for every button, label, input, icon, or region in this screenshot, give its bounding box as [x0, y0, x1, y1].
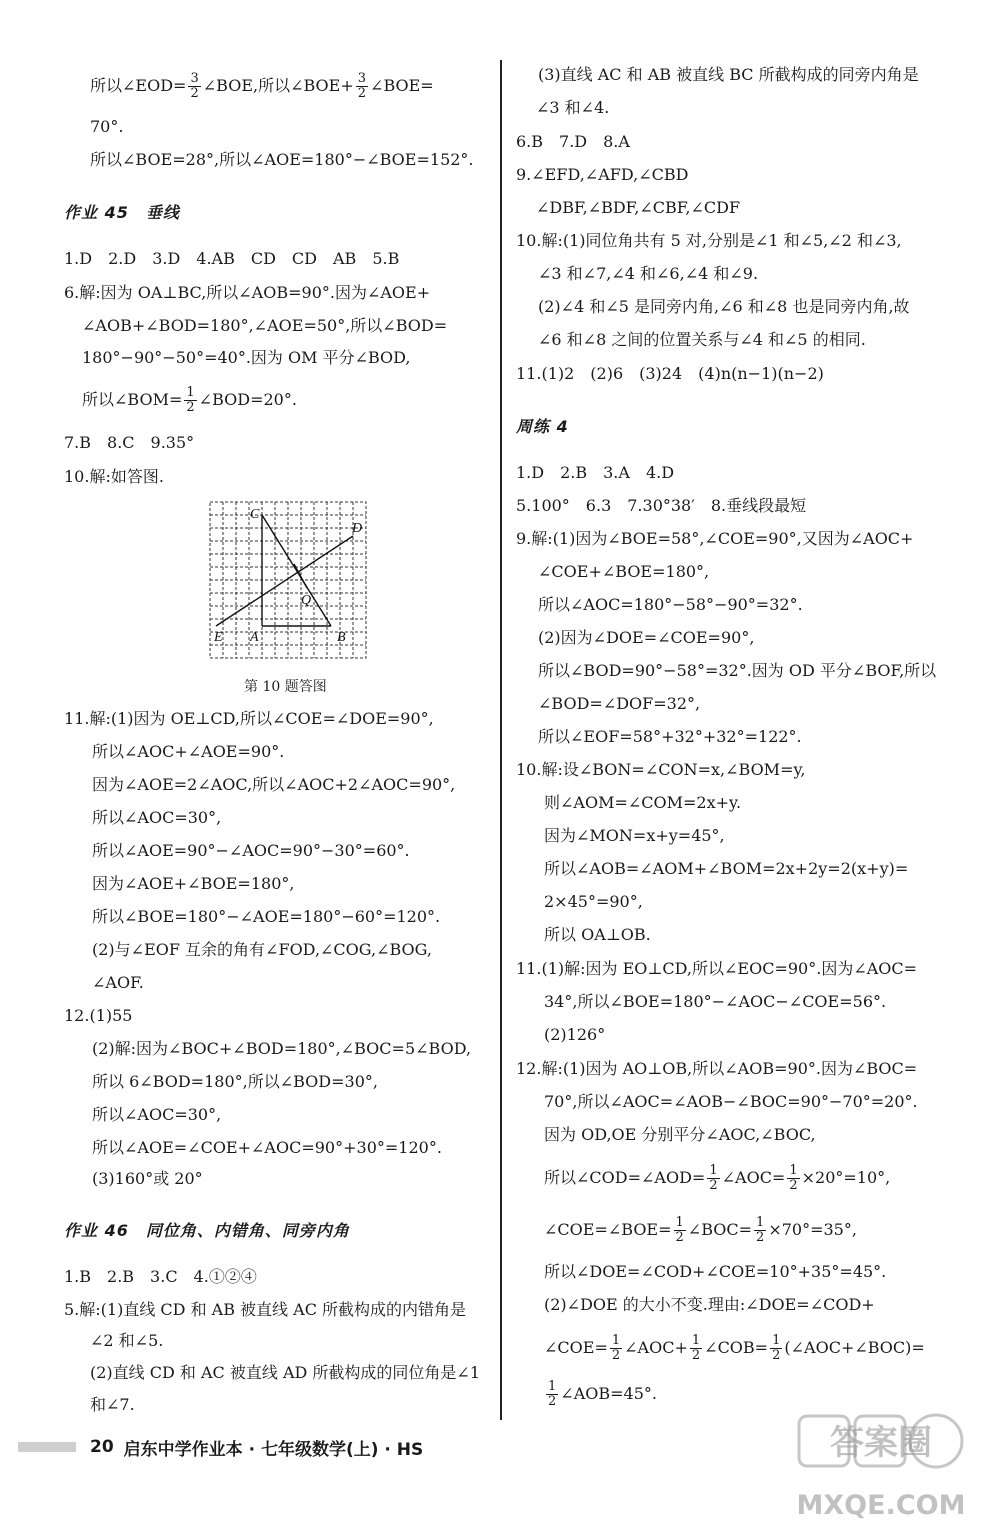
section-title: 周练 4 [516, 417, 569, 436]
text-line: ∠3 和∠4. [536, 98, 610, 117]
numerator: 1 [789, 1163, 798, 1178]
text-line: 5.解:(1)直线 CD 和 AB 被直线 AC 所截构成的内错角是 [64, 1300, 467, 1319]
text-line: 所以∠AOE=∠COE+∠AOC=90°+30°=120°. [92, 1138, 442, 1157]
section-title: 作业 46 同位角、内错角、同旁内角 [64, 1221, 350, 1240]
book-title: 启东中学作业本 · 七年级数学(上) · HS [123, 1439, 424, 1460]
text-line: 180°−90°−50°=40°.因为 OM 平分∠BOD, [82, 348, 411, 367]
numerator: 1 [756, 1215, 765, 1230]
denominator: 2 [789, 1178, 798, 1193]
label-B: B [337, 630, 346, 645]
fraction [690, 1334, 702, 1363]
fraction [356, 72, 368, 101]
denominator: 2 [548, 1394, 557, 1409]
fraction [754, 1216, 766, 1245]
text-line: 所以 OA⊥OB. [544, 925, 651, 944]
watermark-url: MXQE.COM [796, 1490, 966, 1521]
text-line: 因为∠MON=x+y=45°, [544, 826, 725, 845]
text-line: 所以∠AOC+∠AOE=90°. [92, 742, 285, 761]
text-span: ×20°=10°, [801, 1168, 891, 1187]
text-line: ∠COE+∠BOE=180°, [538, 562, 710, 581]
text-line: 所以∠BOE=28°,所以∠AOE=180°−∠BOE=152°. [90, 150, 474, 169]
text-line: 1.D 2.B 3.A 4.D [516, 463, 675, 482]
text-line: (3)直线 AC 和 AB 被直线 BC 所截构成的同旁内角是 [538, 65, 919, 84]
text-line: 10.解:(1)同位角共有 5 对,分别是∠1 和∠5,∠2 和∠3, [516, 231, 902, 250]
text-line: 9.解:(1)因为∠BOE=58°,∠COE=90°,又因为∠AOC+ [516, 529, 914, 548]
text-line: 11.(1)解:因为 EO⊥CD,所以∠EOC=90°.因为∠AOC= [516, 959, 918, 978]
text-line: 11.(1)2 (2)6 (3)24 (4)n(n−1)(n−2) [516, 364, 824, 383]
numerator: 1 [691, 1333, 701, 1348]
text-line: 1.D 2.D 3.D 4.AB CD CD AB 5.B [64, 249, 400, 268]
text-span: ∠COE= [544, 1338, 608, 1357]
text-line: (2)直线 CD 和 AC 被直线 AD 所截构成的同位角是∠1 [90, 1363, 481, 1382]
text-line: 10.解:如答图. [64, 467, 164, 486]
text-line: 所以∠AOC=30°, [92, 808, 222, 827]
label-A: A [250, 630, 259, 645]
answer-figure [206, 498, 370, 664]
segment-CB [262, 515, 331, 626]
text-line: ∠BOD=∠DOF=32°, [538, 694, 701, 713]
denominator: 2 [190, 86, 199, 101]
column-divider [500, 60, 502, 1420]
numerator: 1 [186, 385, 195, 400]
text-span: ∠AOC= [721, 1168, 786, 1187]
fraction [184, 386, 196, 415]
text-line: 所以∠AOB=∠AOM+∠BOM=2x+2y=2(x+y)= [544, 859, 909, 878]
text-line: 1.B 2.B 3.C 4.①②④ [64, 1267, 257, 1286]
text-span: ∠COE=∠BOE= [544, 1220, 672, 1239]
fraction [188, 72, 200, 101]
text-line: (2)与∠EOF 互余的角有∠FOD,∠COG,∠BOG, [92, 940, 432, 959]
denominator: 2 [772, 1348, 781, 1363]
text-line: 所以∠AOC=180°−58°−90°=32°. [538, 595, 803, 614]
text-line: ∠3 和∠7,∠4 和∠6,∠4 和∠9. [538, 264, 759, 283]
text-line: ∠DBF,∠BDF,∠CBF,∠CDF [536, 198, 741, 217]
text-line: (2)解:因为∠BOC+∠BOD=180°,∠BOC=5∠BOD, [92, 1039, 472, 1058]
text-line: 因为∠AOE+∠BOE=180°, [92, 874, 295, 893]
text-line: 70°,所以∠AOC=∠AOB−∠BOC=90°−70°=20°. [544, 1092, 918, 1111]
text-line [544, 1216, 857, 1245]
text-line: 所以∠BOD=90°−58°=32°.因为 OD 平分∠BOF,所以 [538, 661, 937, 680]
label-D: D [352, 521, 363, 536]
text-span: ∠BOC= [687, 1220, 753, 1239]
fraction [707, 1164, 719, 1193]
section-title: 作业 45 垂线 [64, 203, 180, 222]
label-E: E [214, 630, 223, 645]
text-line: 9.∠EFD,∠AFD,∠CBD [516, 165, 689, 184]
footer-bar [18, 1442, 76, 1452]
text-span: (∠AOC+∠BOC)= [784, 1338, 925, 1357]
text-line [544, 1334, 925, 1363]
text-line [82, 386, 297, 415]
text-line: 所以∠BOE=180°−∠AOE=180°−60°=120°. [92, 907, 441, 926]
text-line: 所以∠EOF=58°+32°+32°=122°. [538, 727, 802, 746]
text-line: 7.B 8.C 9.35° [64, 433, 195, 452]
text-line: 所以∠AOE=90°−∠AOC=90°−30°=60°. [92, 841, 410, 860]
text-line [90, 72, 434, 101]
numerator: 1 [548, 1379, 557, 1394]
text-line: 和∠7. [90, 1395, 135, 1414]
denominator: 2 [675, 1230, 684, 1245]
denominator: 2 [756, 1230, 765, 1245]
text-line: 所以∠DOE=∠COD+∠COE=10°+35°=45°. [544, 1262, 887, 1281]
text-span: ×70°=35°, [768, 1220, 857, 1239]
fraction [770, 1334, 782, 1363]
text-line: 所以∠AOC=30°, [92, 1105, 222, 1124]
text-line [544, 1164, 890, 1193]
text-line: (2)因为∠DOE=∠COE=90°, [538, 628, 755, 647]
denominator: 2 [691, 1348, 701, 1363]
numerator: 3 [357, 71, 367, 86]
text-line: 因为∠AOE=2∠AOC,所以∠AOC+2∠AOC=90°, [92, 775, 456, 794]
text-line: 6.解:因为 OA⊥BC,所以∠AOB=90°.因为∠AOE+ [64, 283, 431, 302]
segment-ED [216, 536, 353, 626]
fraction [787, 1164, 799, 1193]
text-line: 5.100° 6.3 7.30°38′ 8.垂线段最短 [516, 496, 807, 515]
fraction [610, 1334, 622, 1363]
text-line: 2×45°=90°, [544, 892, 643, 911]
denominator: 2 [611, 1348, 621, 1363]
numerator: 1 [709, 1163, 718, 1178]
text-span: ∠AOB=45°. [560, 1384, 657, 1403]
figure-caption: 第 10 题答图 [244, 679, 327, 695]
denominator: 2 [186, 400, 195, 415]
text-line: (2)∠DOE 的大小不变.理由:∠DOE=∠COD+ [544, 1295, 875, 1314]
denominator: 2 [709, 1178, 718, 1193]
fraction [546, 1380, 558, 1409]
text-line: (3)160°或 20° [92, 1169, 203, 1188]
text-line: (2)∠4 和∠5 是同旁内角,∠6 和∠8 也是同旁内角,故 [538, 297, 910, 316]
text-span: 所以∠BOM= [82, 390, 183, 409]
text-span: ∠AOC+ [624, 1338, 688, 1357]
label-Q: Q [301, 593, 312, 608]
page-footer [18, 1434, 423, 1460]
text-line: (2)126° [544, 1025, 606, 1044]
text-span: 所以∠COD=∠AOD= [544, 1168, 706, 1187]
text-span: ∠BOD=20°. [198, 390, 297, 409]
text-span: ∠COB= [704, 1338, 769, 1357]
watermark-text: 答案圈 [830, 1423, 932, 1463]
label-C: C [250, 507, 260, 522]
text-line: 因为 OD,OE 分别平分∠AOC,∠BOC, [544, 1125, 816, 1144]
text-span: ∠BOE,所以∠BOE+ [202, 76, 354, 95]
text-line: 70°. [90, 117, 124, 136]
numerator: 1 [675, 1215, 684, 1230]
fraction [674, 1216, 686, 1245]
denominator: 2 [357, 86, 367, 101]
text-span: 所以∠EOD= [90, 76, 187, 95]
text-line: 所以 6∠BOD=180°,所以∠BOD=30°, [92, 1072, 378, 1091]
text-line [544, 1380, 657, 1409]
numerator: 1 [611, 1333, 621, 1348]
watermark-logo [791, 1410, 971, 1530]
text-line: 10.解:设∠BON=∠CON=x,∠BOM=y, [516, 760, 806, 779]
text-line: 则∠AOM=∠COM=2x+y. [544, 793, 742, 812]
text-line: ∠AOB+∠BOD=180°,∠AOE=50°,所以∠BOD= [82, 316, 448, 335]
page-number: 20 [90, 1437, 114, 1457]
text-line: 6.B 7.D 8.A [516, 132, 630, 151]
text-line: 11.解:(1)因为 OE⊥CD,所以∠COE=∠DOE=90°, [64, 709, 434, 728]
text-line: 12.解:(1)因为 AO⊥OB,所以∠AOB=90°.因为∠BOC= [516, 1059, 918, 1078]
numerator: 3 [190, 71, 199, 86]
text-line: ∠6 和∠8 之间的位置关系与∠4 和∠5 的相同. [538, 330, 866, 349]
text-line: ∠2 和∠5. [90, 1331, 164, 1350]
text-span: ∠BOE= [370, 76, 434, 95]
text-line: 12.(1)55 [64, 1006, 133, 1025]
numerator: 1 [772, 1333, 781, 1348]
text-line: ∠AOF. [92, 973, 144, 992]
text-line: 34°,所以∠BOE=180°−∠AOC−∠COE=56°. [544, 992, 887, 1011]
